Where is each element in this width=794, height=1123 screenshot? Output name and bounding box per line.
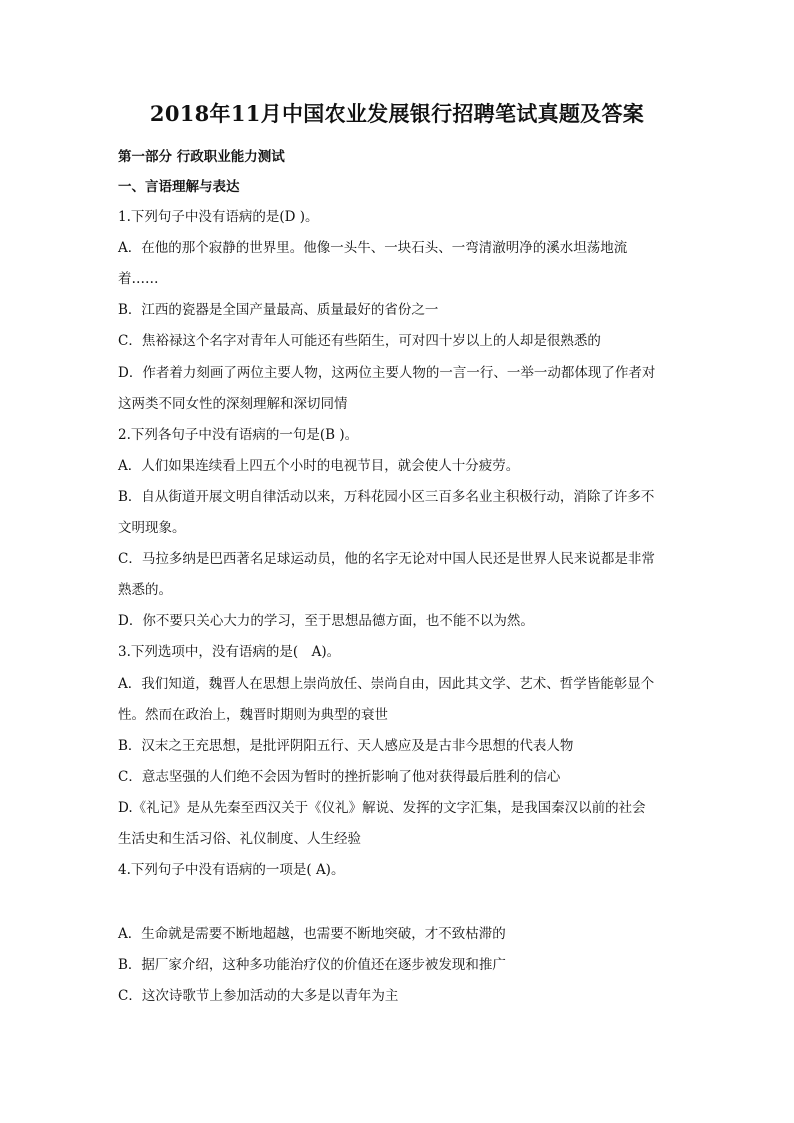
question-1-option-d: D．作者着力刻画了两位主要人物，这两位主要人物的一言一行、一举一动都体现了作者对 [118, 365, 656, 381]
part-heading: 第一部分 行政职业能力测试 [118, 149, 285, 165]
document-title: 2018年11月中国农业发展银行招聘笔试真题及答案 [149, 101, 645, 126]
question-2-option-a: A．人们如果连续看上四五个小时的电视节目，就会使人十分疲劳。 [118, 458, 520, 474]
question-3-option-d: D.《礼记》是从先秦至西汉关于《仪礼》解说、发挥的文字汇集，是我国秦汉以前的社会 [118, 800, 646, 816]
section-heading: 一、言语理解与表达 [118, 179, 240, 195]
question-4: 4.下列句子中没有语病的一项是( A)。 [118, 862, 345, 878]
question-1: 1.下列句子中没有语病的是(D )。 [118, 209, 319, 225]
question-2-option-b-continued: 文明现象。 [118, 520, 186, 536]
question-4-option-b: B．据厂家介绍，这种多功能治疗仪的价值还在逐步被发现和推广 [118, 957, 506, 973]
question-3-option-a-continued: 性。然而在政治上，魏晋时期则为典型的衰世 [118, 707, 388, 723]
question-2-option-c: C．马拉多纳是巴西著名足球运动员，他的名字无论对中国人民还是世界人民来说都是非常 [118, 551, 655, 567]
question-3: 3.下列选项中，没有语病的是( A)。 [118, 644, 341, 660]
question-3-option-b: B．汉末之王充思想，是批评阴阳五行、天人感应及是古非今思想的代表人物 [118, 738, 574, 754]
question-4-option-c: C．这次诗歌节上参加活动的大多是以青年为主 [118, 988, 399, 1004]
question-3-option-c: C．意志坚强的人们绝不会因为暂时的挫折影响了他对获得最后胜利的信心 [118, 769, 561, 785]
question-3-option-d-continued: 生活史和生活习俗、礼仪制度、人生经验 [118, 831, 361, 847]
question-1-option-a-continued: 着…… [118, 271, 159, 287]
question-2-option-d: D．你不要只关心大力的学习，至于思想品德方面，也不能不以为然。 [118, 613, 534, 629]
question-4-option-a: A．生命就是需要不断地超越，也需要不断地突破，才不致枯滞的 [118, 926, 506, 942]
question-2-option-c-continued: 熟悉的。 [118, 582, 172, 598]
question-1-option-c: C．焦裕禄这个名字对青年人可能还有些陌生，可对四十岁以上的人却是很熟悉的 [118, 333, 601, 349]
question-2-option-b: B．自从街道开展文明自律活动以来，万科花园小区三百多名业主积极行动，消除了许多不 [118, 489, 655, 505]
question-1-option-b: B．江西的瓷器是全国产量最高、质量最好的省份之一 [118, 302, 439, 318]
question-2: 2.下列各句子中没有语病的一句是(B )。 [118, 427, 359, 443]
question-1-option-a: A．在他的那个寂静的世界里。他像一头牛、一块石头、一弯清澈明净的溪水坦荡地流 [118, 240, 628, 256]
question-3-option-a: A．我们知道，魏晋人在思想上崇尚放任、崇尚自由，因此其文学、艺术、哲学皆能彰显个 [118, 676, 655, 692]
question-1-option-d-continued: 这两类不同女性的深刻理解和深切同情 [118, 396, 348, 412]
